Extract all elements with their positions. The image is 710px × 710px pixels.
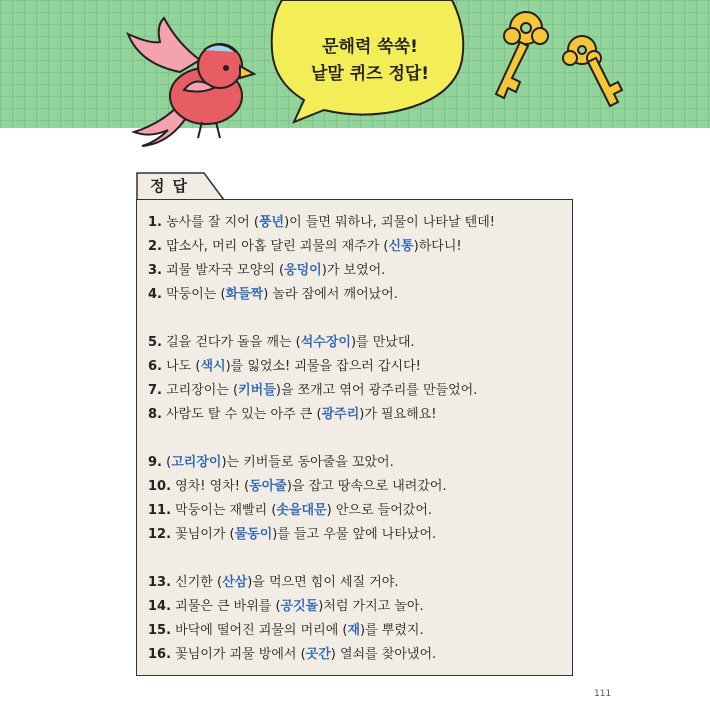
answer-number: 4. [148,287,162,302]
answer-number: 3. [148,263,162,278]
answer-number: 10. [148,479,172,494]
answer-text-before: 괴물 발자국 모양의 ( [166,263,285,278]
answer-text-after: )는 키버들로 동아줄을 꼬았어. [221,455,394,470]
answer-text-after: )를 만났대. [350,335,415,350]
answer-number: 6. [148,359,162,374]
answer-text-before: 맙소사, 머리 아홉 달린 괴물의 재주가 ( [166,239,389,254]
answer-text-before: 사람도 탈 수 있는 아주 큰 ( [166,407,322,422]
answer-word: 신통 [388,239,414,254]
answer-word: 동아줄 [249,479,287,494]
answer-text-after: )가 보였어. [321,263,386,278]
key-icon [478,6,638,121]
answer-group [148,331,568,427]
answer-text-before: 막둥이는 재빨리 ( [175,503,277,518]
answer-word: 곳간 [305,647,331,662]
answer-text-before: 고리장이는 ( [166,383,239,398]
answer-list [148,211,568,691]
answer-word: 솟을대문 [276,503,327,518]
answer-text-after: )이 들면 뭐하나, 괴물이 나타날 텐데! [284,215,495,230]
answer-row [148,571,568,595]
answer-text-after: )를 들고 우물 앞에 나타났어. [272,527,437,542]
answer-row [148,403,568,427]
answer-text-before: 길을 걷다가 돌을 깨는 ( [166,335,301,350]
answer-word: 웅덩이 [284,263,322,278]
answer-text-before: 신기한 ( [175,575,223,590]
answer-text-after: )을 쪼개고 엮어 광주리를 만들었어. [275,383,478,398]
answer-text-after: ) 열쇠를 찾아냈어. [330,647,437,662]
answer-row [148,499,568,523]
answer-text-after: )을 먹으면 힘이 세질 거야. [247,575,399,590]
answer-text-after: ) 안으로 들어갔어. [326,503,433,518]
answer-number: 8. [148,407,162,422]
answer-text-before: 농사를 잘 지어 ( [166,215,259,230]
answer-text-before: 막둥이는 ( [166,287,226,302]
answer-word: 고리장이 [171,455,222,470]
answer-text-after: )처럼 가지고 놀아. [318,599,424,614]
answer-word: 키버들 [238,383,276,398]
answer-text-before: 꽃님이가 ( [175,527,235,542]
answer-text-after: )를 잃었소! 괴물을 잡으러 갑시다! [225,359,421,374]
answer-text-before: 바닥에 떨어진 괴물의 머리에 ( [175,623,348,638]
answer-number: 15. [148,623,172,638]
answer-tab-label: 정답 [150,177,195,195]
answer-text-after: )하다니! [413,239,462,254]
answer-row [148,523,568,547]
answer-word: 화들짝 [225,287,264,302]
answer-word: 풍년 [258,215,285,230]
answer-text-before: 영차! 영차! ( [175,479,250,494]
answer-text-before: 괴물은 큰 바위를 ( [175,599,281,614]
bubble-title-line1: 문해력 쑥쑥! [322,37,418,57]
answer-text-before: 나도 ( [166,359,201,374]
answer-number: 1. [148,215,162,230]
answer-word: 물동이 [234,527,273,542]
answer-word: 광주리 [321,407,360,422]
answer-word: 석수장이 [300,335,351,350]
answer-row [148,259,568,283]
answer-word: 산삼 [222,575,248,590]
answer-word: 재 [347,623,361,638]
answer-row [148,331,568,355]
answer-group [148,451,568,547]
answer-number: 7. [148,383,162,398]
answer-number: 12. [148,527,172,542]
answer-text-before: 꽃님이가 괴물 방에서 ( [175,647,306,662]
bubble-title [290,34,450,88]
answer-number: 5. [148,335,162,350]
bird-illustration [120,14,260,149]
answer-row [148,451,568,475]
answer-text-before: ( [166,455,172,470]
answer-row [148,475,568,499]
answer-word: 색시 [200,359,226,374]
answer-number: 2. [148,239,162,254]
answer-row [148,619,568,643]
answer-text-after: )가 필요해요! [359,407,437,422]
answer-group [148,211,568,307]
answer-number: 16. [148,647,172,662]
answer-row [148,283,568,307]
answer-group [148,571,568,667]
answer-number: 14. [148,599,172,614]
answer-row [148,643,568,667]
answer-text-after: )을 잡고 땅속으로 내려갔어. [286,479,447,494]
bubble-title-line2: 낱말 퀴즈 정답! [310,64,430,84]
answer-number: 13. [148,575,172,590]
answer-row [148,379,568,403]
answer-word: 공깃돌 [280,599,319,614]
answer-row [148,211,568,235]
answer-text-after: ) 놀라 잠에서 깨어났어. [263,287,398,302]
answer-text-after: )를 뿌렸지. [360,623,424,638]
answer-row [148,355,568,379]
answer-row [148,235,568,259]
answer-number: 11. [148,503,172,518]
page-number: 111 [594,689,612,699]
answer-number: 9. [148,455,162,470]
answer-row [148,595,568,619]
